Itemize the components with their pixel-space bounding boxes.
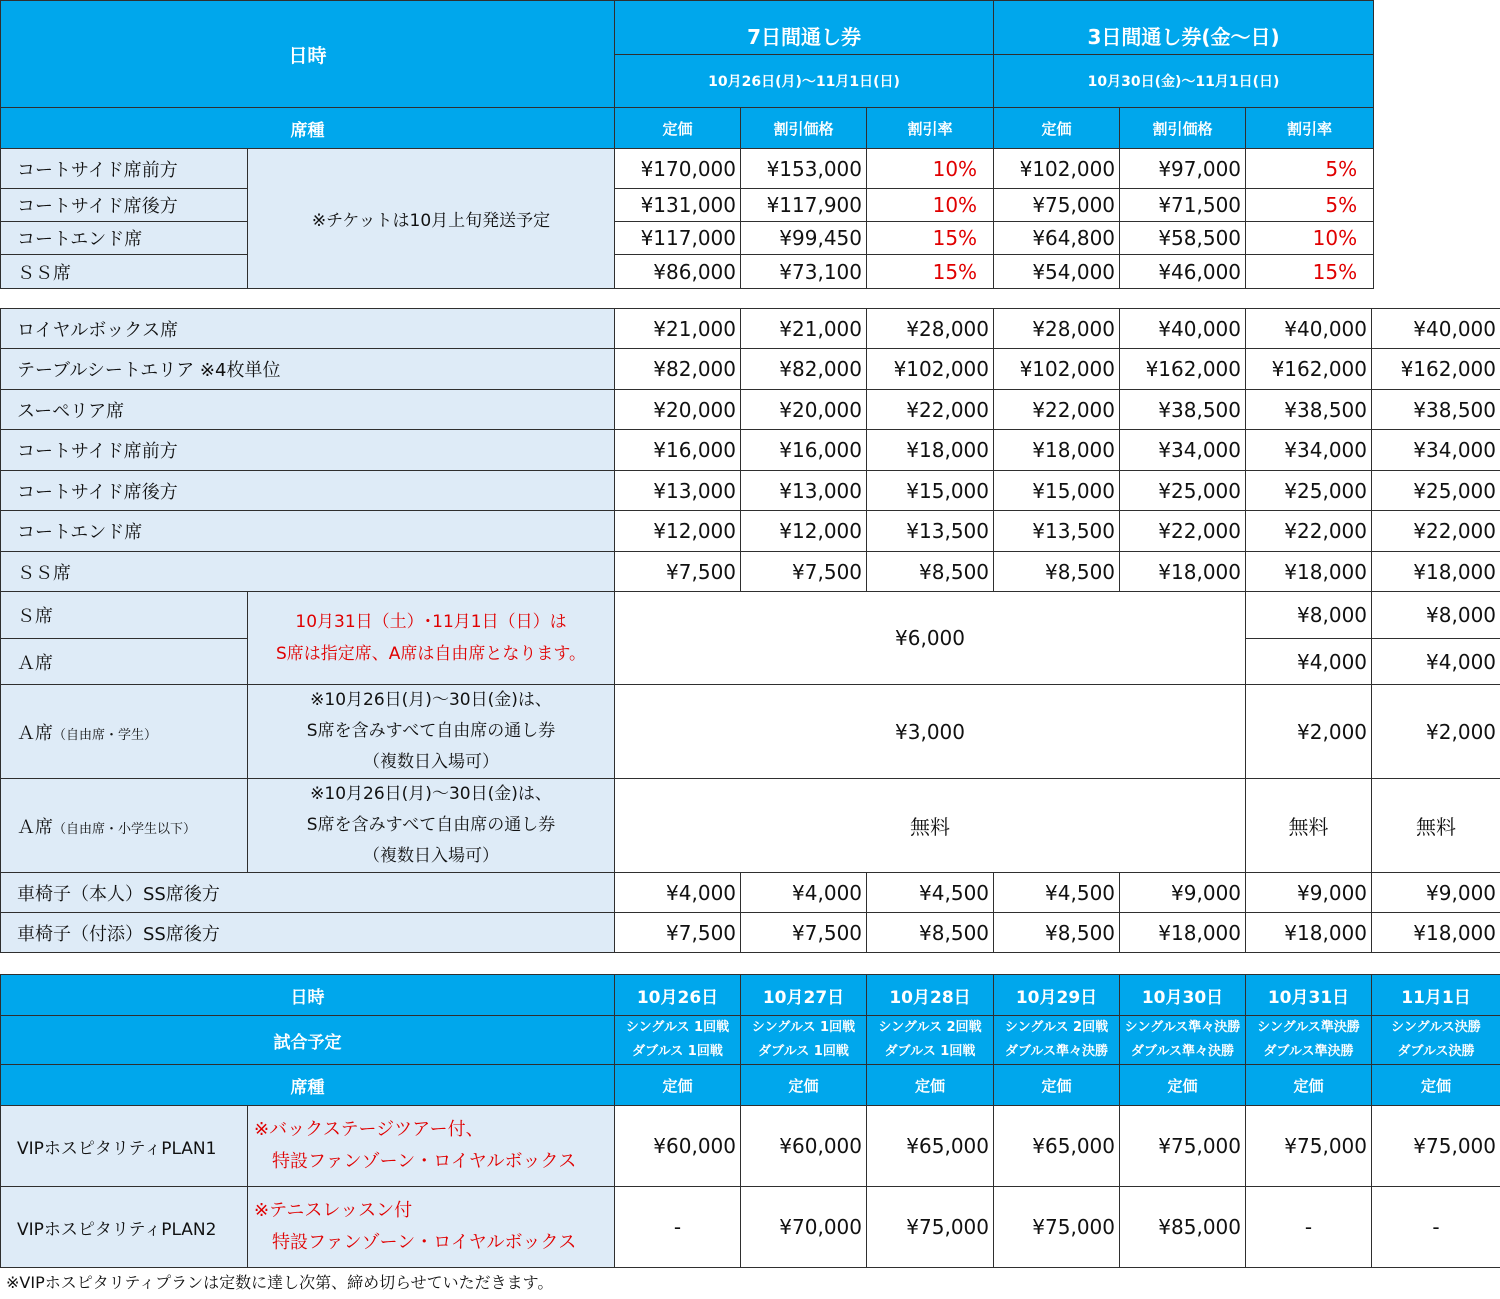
seat-name: スーペリア席 <box>1 390 615 430</box>
table-row <box>1 511 1500 552</box>
price: ¥18,000 <box>1246 913 1372 953</box>
price: ¥13,000 <box>741 471 867 511</box>
price: ¥60,000 <box>741 1106 867 1187</box>
price: ¥18,000 <box>1120 552 1246 592</box>
price: ¥18,000 <box>867 430 994 471</box>
seat-name <box>1 685 248 779</box>
price: ¥75,000 <box>1372 1106 1500 1187</box>
price: ¥15,000 <box>994 471 1120 511</box>
free-seat-note <box>248 685 615 779</box>
discount-price: ¥97,000 <box>1120 149 1246 189</box>
price: ¥25,000 <box>1372 471 1500 511</box>
list-price: ¥75,000 <box>994 189 1120 222</box>
price: ¥28,000 <box>867 309 994 349</box>
price: ¥22,000 <box>1120 511 1246 552</box>
doubles-round: ダブルス準決勝 <box>1263 1044 1354 1059</box>
price: ¥18,000 <box>1372 913 1500 953</box>
price: ¥25,000 <box>1246 471 1372 511</box>
table-row <box>1 471 1500 511</box>
price: ¥25,000 <box>1120 471 1246 511</box>
list-price: ¥64,800 <box>994 222 1120 255</box>
price: ¥34,000 <box>1372 430 1500 471</box>
price: ¥12,000 <box>741 511 867 552</box>
list-price: ¥102,000 <box>994 149 1120 189</box>
price: ¥38,500 <box>1372 390 1500 430</box>
doubles-round: ダブルス準々決勝 <box>1130 1044 1235 1059</box>
plan-name: VIPホスピタリティPLAN2 <box>1 1187 248 1268</box>
seat-name: コートサイド席前方 <box>1 430 615 471</box>
price: ¥38,500 <box>1246 390 1372 430</box>
seat-name-main: Ａ席 <box>17 816 53 838</box>
price: 無料 <box>1372 779 1500 873</box>
pass3-title: 3日間通し券(金～日) <box>994 1 1374 55</box>
sa-merged-price: ¥6,000 <box>615 592 1246 685</box>
price: ¥22,000 <box>1246 511 1372 552</box>
table-row <box>1 349 1500 390</box>
price: ¥8,500 <box>867 552 994 592</box>
price: ¥4,500 <box>867 873 994 913</box>
discount-price: ¥153,000 <box>741 149 867 189</box>
price: ¥13,500 <box>994 511 1120 552</box>
price: ¥15,000 <box>867 471 994 511</box>
col-label: 割引率 <box>1246 108 1374 149</box>
price: ¥9,000 <box>1372 873 1500 913</box>
pass7-title: 7日間通し券 <box>615 1 994 55</box>
match-date: 10月30日 <box>1120 975 1246 1016</box>
price: ¥21,000 <box>741 309 867 349</box>
table-row <box>1 255 1374 289</box>
seat-type-header: 席種 <box>1 1065 615 1106</box>
price: ¥7,500 <box>741 552 867 592</box>
price: ¥8,500 <box>994 913 1120 953</box>
singles-round: シングルス 1回戦 <box>625 1020 730 1035</box>
table-row <box>1 552 1500 592</box>
pass3-dates: 10月30日(金)～11月1日(日) <box>994 55 1374 108</box>
price: - <box>615 1187 741 1268</box>
price: ¥13,500 <box>867 511 994 552</box>
shipping-note: ※チケットは10月上旬発送予定 <box>248 149 615 289</box>
table-row <box>1 430 1500 471</box>
discount-rate: 5% <box>1246 189 1374 222</box>
price: ¥13,000 <box>615 471 741 511</box>
singles-round: シングルス準々決勝 <box>1124 1020 1241 1035</box>
price: ¥70,000 <box>741 1187 867 1268</box>
student-merged-price: ¥3,000 <box>615 685 1246 779</box>
col-label: 定価 <box>615 108 741 149</box>
free-note-line: （複数日入場可） <box>363 752 499 772</box>
price: ¥9,000 <box>1246 873 1372 913</box>
sa-seat-note <box>248 592 615 685</box>
col-label: 定価 <box>994 108 1120 149</box>
discount-price: ¥58,500 <box>1120 222 1246 255</box>
list-price: ¥170,000 <box>615 149 741 189</box>
free-note-line: （複数日入場可） <box>363 846 499 866</box>
price: ¥18,000 <box>994 430 1120 471</box>
price: ¥4,000 <box>1246 639 1372 685</box>
vip-footnote: ※VIPホスピタリティプランは定数に達し次第、締め切らせていただきます。 <box>6 1273 554 1292</box>
plan-note-line: ※バックステージツアー付、 <box>254 1119 484 1140</box>
price: ¥40,000 <box>1120 309 1246 349</box>
plan-note <box>248 1106 615 1187</box>
free-note-line: S席を含みすべて自由席の通し券 <box>306 815 556 835</box>
price: ¥2,000 <box>1372 685 1500 779</box>
discount-price: ¥99,450 <box>741 222 867 255</box>
match-schedule <box>615 1016 741 1065</box>
sa-note-line: 10月31日（土）･11月1日（日）は <box>295 612 567 632</box>
match-date: 11月1日 <box>1372 975 1500 1016</box>
match-schedule <box>1120 1016 1246 1065</box>
pass7-dates: 10月26日(月)～11月1日(日) <box>615 55 994 108</box>
price: - <box>1246 1187 1372 1268</box>
price: ¥85,000 <box>1120 1187 1246 1268</box>
seat-name: Ａ席 <box>1 639 248 685</box>
price: ¥20,000 <box>741 390 867 430</box>
table-row <box>1 685 1500 779</box>
singles-round: シングルス 1回戦 <box>751 1020 856 1035</box>
price: ¥8,500 <box>994 552 1120 592</box>
discount-price: ¥46,000 <box>1120 255 1246 289</box>
col-label: 定価 <box>1372 1065 1500 1106</box>
seat-name: Ｓ席 <box>1 592 248 639</box>
price: ¥28,000 <box>994 309 1120 349</box>
price: ¥4,500 <box>994 873 1120 913</box>
seat-name: コートエンド席 <box>1 222 248 255</box>
discount-price: ¥117,900 <box>741 189 867 222</box>
price: ¥75,000 <box>1246 1106 1372 1187</box>
table-row <box>1 779 1500 873</box>
doubles-round: ダブルス準々決勝 <box>1004 1044 1109 1059</box>
price: ¥38,500 <box>1120 390 1246 430</box>
price: ¥22,000 <box>1372 511 1500 552</box>
price: ¥4,000 <box>741 873 867 913</box>
seat-name: 車椅子（本人）SS席後方 <box>1 873 615 913</box>
vip-plan-table <box>0 974 1500 1268</box>
price: ¥75,000 <box>867 1187 994 1268</box>
price: ¥2,000 <box>1246 685 1372 779</box>
match-schedule <box>1246 1016 1372 1065</box>
seat-name: コートサイド席前方 <box>1 149 248 189</box>
discount-rate: 10% <box>867 189 994 222</box>
price: ¥22,000 <box>867 390 994 430</box>
table-row <box>1 390 1500 430</box>
price: ¥65,000 <box>994 1106 1120 1187</box>
table-row <box>1 189 1374 222</box>
price: ¥4,000 <box>1372 639 1500 685</box>
col-label: 定価 <box>615 1065 741 1106</box>
price: ¥21,000 <box>615 309 741 349</box>
price: ¥102,000 <box>867 349 994 390</box>
col-label: 定価 <box>867 1065 994 1106</box>
table-row <box>1 913 1500 953</box>
price: ¥75,000 <box>1120 1106 1246 1187</box>
date-header: 日時 <box>1 1 615 108</box>
match-date: 10月28日 <box>867 975 994 1016</box>
price: ¥7,500 <box>741 913 867 953</box>
plan-note-line: 特設ファンゾーン・ロイヤルボックス <box>272 1232 577 1253</box>
seat-name: ＳＳ席 <box>1 552 615 592</box>
match-header: 試合予定 <box>1 1016 615 1065</box>
list-price: ¥117,000 <box>615 222 741 255</box>
match-date: 10月29日 <box>994 975 1120 1016</box>
discount-rate: 15% <box>1246 255 1374 289</box>
seat-name: コートエンド席 <box>1 511 615 552</box>
price: ¥8,000 <box>1246 592 1372 639</box>
price: ¥82,000 <box>615 349 741 390</box>
discount-price: ¥71,500 <box>1120 189 1246 222</box>
free-note-line: ※10月26日(月)～30日(金)は、 <box>310 690 552 710</box>
doubles-round: ダブルス 1回戦 <box>758 1044 849 1059</box>
match-date: 10月27日 <box>741 975 867 1016</box>
discount-price: ¥73,100 <box>741 255 867 289</box>
seat-type-header: 席種 <box>1 108 615 149</box>
seat-name: 車椅子（付添）SS席後方 <box>1 913 615 953</box>
price: ¥7,500 <box>615 913 741 953</box>
price: ¥162,000 <box>1246 349 1372 390</box>
price: ¥162,000 <box>1372 349 1500 390</box>
col-label: 定価 <box>1120 1065 1246 1106</box>
list-price: ¥131,000 <box>615 189 741 222</box>
date-header: 日時 <box>1 975 615 1016</box>
seat-name: ＳＳ席 <box>1 255 248 289</box>
col-label: 割引率 <box>867 108 994 149</box>
seat-name <box>1 779 248 873</box>
price: ¥40,000 <box>1372 309 1500 349</box>
season-pass-table <box>0 0 1374 289</box>
price: ¥82,000 <box>741 349 867 390</box>
seat-name: コートサイド席後方 <box>1 471 615 511</box>
sa-note-line: S席は指定席、A席は自由席となります。 <box>275 644 587 664</box>
discount-rate: 10% <box>1246 222 1374 255</box>
seat-name-sub: （自由席・学生） <box>53 727 158 743</box>
col-label: 割引価格 <box>1120 108 1246 149</box>
match-schedule <box>867 1016 994 1065</box>
singles-round: シングルス決勝 <box>1391 1020 1481 1035</box>
table-row <box>1 1187 1500 1268</box>
price: ¥18,000 <box>1246 552 1372 592</box>
price: ¥60,000 <box>615 1106 741 1187</box>
plan-note <box>248 1187 615 1268</box>
match-date: 10月31日 <box>1246 975 1372 1016</box>
price: ¥4,000 <box>615 873 741 913</box>
list-price: ¥54,000 <box>994 255 1120 289</box>
col-label: 割引価格 <box>741 108 867 149</box>
plan-name: VIPホスピタリティPLAN1 <box>1 1106 248 1187</box>
col-label: 定価 <box>741 1065 867 1106</box>
price: ¥18,000 <box>1120 913 1246 953</box>
discount-rate: 15% <box>867 255 994 289</box>
singles-round: シングルス 2回戦 <box>1004 1020 1109 1035</box>
price: - <box>1372 1187 1500 1268</box>
price: ¥9,000 <box>1120 873 1246 913</box>
price: ¥22,000 <box>994 390 1120 430</box>
daily-price-table <box>0 308 1500 953</box>
doubles-round: ダブルス 1回戦 <box>884 1044 976 1059</box>
doubles-round: ダブルス決勝 <box>1397 1044 1475 1059</box>
price: ¥40,000 <box>1246 309 1372 349</box>
col-label: 定価 <box>994 1065 1120 1106</box>
price: ¥102,000 <box>994 349 1120 390</box>
seat-name-main: Ａ席 <box>17 722 53 744</box>
doubles-round: ダブルス 1回戦 <box>632 1044 723 1059</box>
price: 無料 <box>1246 779 1372 873</box>
match-date: 10月26日 <box>615 975 741 1016</box>
price: ¥7,500 <box>615 552 741 592</box>
price: ¥8,500 <box>867 913 994 953</box>
table-row <box>1 592 1500 639</box>
col-label: 定価 <box>1246 1065 1372 1106</box>
seat-name: ロイヤルボックス席 <box>1 309 615 349</box>
price: ¥18,000 <box>1372 552 1500 592</box>
match-schedule <box>741 1016 867 1065</box>
price: ¥12,000 <box>615 511 741 552</box>
price: ¥162,000 <box>1120 349 1246 390</box>
price: ¥20,000 <box>615 390 741 430</box>
table-row <box>1 149 1374 189</box>
list-price: ¥86,000 <box>615 255 741 289</box>
price: ¥34,000 <box>1246 430 1372 471</box>
price: ¥16,000 <box>615 430 741 471</box>
price: ¥65,000 <box>867 1106 994 1187</box>
discount-rate: 5% <box>1246 149 1374 189</box>
discount-rate: 10% <box>867 149 994 189</box>
free-seat-note <box>248 779 615 873</box>
match-schedule <box>1372 1016 1500 1065</box>
table-row <box>1 1106 1500 1187</box>
seat-name: テーブルシートエリア ※4枚単位 <box>1 349 615 390</box>
price: ¥8,000 <box>1372 592 1500 639</box>
child-merged-price: 無料 <box>615 779 1246 873</box>
plan-note-line: ※テニスレッスン付 <box>254 1200 413 1221</box>
table-row <box>1 309 1500 349</box>
singles-round: シングルス 2回戦 <box>878 1020 982 1035</box>
table-row <box>1 222 1374 255</box>
match-schedule <box>994 1016 1120 1065</box>
price: ¥34,000 <box>1120 430 1246 471</box>
table-row <box>1 873 1500 913</box>
price: ¥16,000 <box>741 430 867 471</box>
free-note-line: S席を含みすべて自由席の通し券 <box>306 721 556 741</box>
seat-name-sub: （自由席・小学生以下） <box>53 821 197 837</box>
discount-rate: 15% <box>867 222 994 255</box>
singles-round: シングルス準決勝 <box>1257 1020 1360 1035</box>
price: ¥75,000 <box>994 1187 1120 1268</box>
free-note-line: ※10月26日(月)～30日(金)は、 <box>310 784 552 804</box>
plan-note-line: 特設ファンゾーン・ロイヤルボックス <box>272 1151 577 1172</box>
seat-name: コートサイド席後方 <box>1 189 248 222</box>
